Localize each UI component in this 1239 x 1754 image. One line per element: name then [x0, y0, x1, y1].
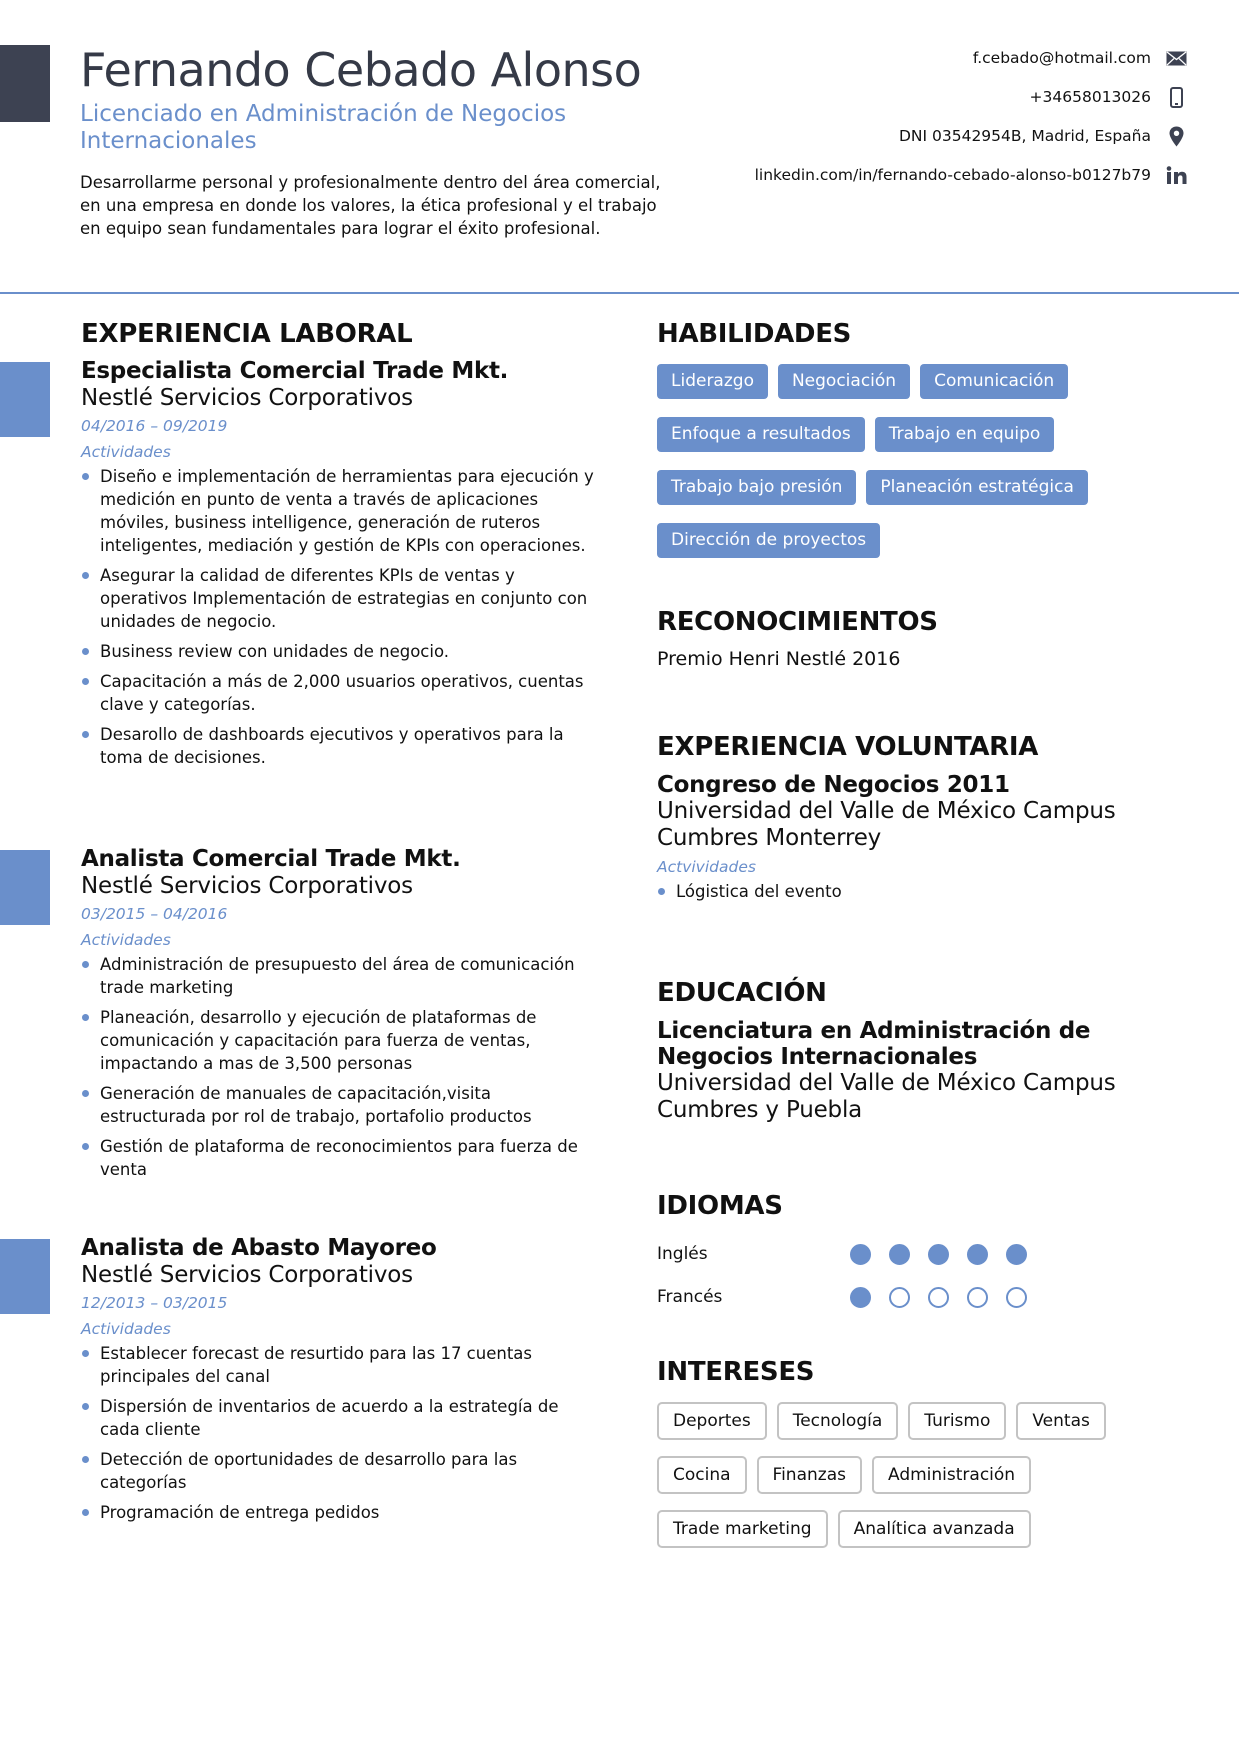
- section-title-education: EDUCACIÓN: [657, 978, 827, 1008]
- bullet-dot: [82, 1014, 89, 1021]
- header-accent-block: [0, 45, 50, 122]
- volunteer-organization: Universidad del Valle de México Campus Cumbres Monterrey: [657, 798, 1116, 851]
- map-pin-icon: [1165, 125, 1187, 147]
- activity-list: [81, 953, 601, 1181]
- list-item: Business review con unidades de negocio.: [81, 640, 601, 663]
- skill-chip: Comunicación: [920, 364, 1068, 399]
- job-accent-bar: [0, 362, 50, 437]
- section-title-volunteer: EXPERIENCIA VOLUNTARIA: [657, 732, 1039, 762]
- level-dot-filled: [928, 1244, 949, 1265]
- envelope-icon: [1165, 47, 1187, 69]
- interests-list: [657, 1402, 1217, 1564]
- skill-chip: Planeación estratégica: [866, 470, 1087, 505]
- bullet-dot: [82, 678, 89, 685]
- level-dot-empty: [967, 1287, 988, 1308]
- volunteer-title: Congreso de Negocios 2011: [657, 772, 1010, 798]
- bullet-dot: [82, 1456, 89, 1463]
- section-title-awards: RECONOCIMIENTOS: [657, 607, 938, 637]
- contact-phone: [567, 86, 1187, 108]
- list-item: Lógistica del evento: [657, 880, 1217, 903]
- contact-email-text[interactable]: f.cebado@hotmail.com: [972, 49, 1151, 67]
- list-item: Generación de manuales de capacitación,visita estructurada por rol de trabajo, portafolio productos: [81, 1082, 601, 1128]
- bullet-dot: [82, 1350, 89, 1357]
- bullet-dot: [82, 1509, 89, 1516]
- activities-label: Actvividades: [657, 858, 756, 876]
- contact-email: [567, 47, 1187, 69]
- section-title-experience: EXPERIENCIA LABORAL: [81, 319, 413, 349]
- bullet-dot: [82, 1403, 89, 1410]
- activity-list: [657, 880, 1217, 903]
- interest-chip: Ventas: [1016, 1402, 1105, 1440]
- list-item: Desarollo de dashboards ejecutivos y operativos para la toma de decisiones.: [81, 723, 601, 769]
- job-entry: [81, 846, 601, 1188]
- contact-location-text[interactable]: DNI 03542954B, Madrid, España: [898, 127, 1151, 145]
- activity-list: [81, 465, 601, 769]
- job-accent-bar: [0, 850, 50, 925]
- level-dot-filled: [967, 1244, 988, 1265]
- level-dot-filled: [850, 1244, 871, 1265]
- interest-chip: Cocina: [657, 1456, 747, 1494]
- job-entry: [81, 1235, 601, 1531]
- bullet-dot: [82, 473, 89, 480]
- level-dot-empty: [928, 1287, 949, 1308]
- list-item: Capacitación a más de 2,000 usuarios operativos, cuentas clave y categorías.: [81, 670, 601, 716]
- skill-chip: Trabajo bajo presión: [657, 470, 856, 505]
- bullet-dot: [658, 888, 665, 895]
- education-entry: [657, 1018, 1217, 1124]
- contact-location: [567, 125, 1187, 147]
- interest-chip: Analítica avanzada: [838, 1510, 1031, 1548]
- header-divider: [0, 292, 1239, 294]
- bullet-dot: [82, 572, 89, 579]
- bullet-dot: [82, 731, 89, 738]
- level-dot-empty: [889, 1287, 910, 1308]
- interest-chip: Deportes: [657, 1402, 767, 1440]
- bullet-dot: [82, 961, 89, 968]
- interest-chip: Tecnología: [777, 1402, 899, 1440]
- contact-phone-text[interactable]: +34658013026: [1029, 88, 1151, 106]
- list-item: Asegurar la calidad de diferentes KPIs de ventas y operativos Implementación de estrategias en conjunto con unidades de negocio.: [81, 564, 601, 633]
- activities-label: Actividades: [81, 443, 171, 461]
- skill-chip: Trabajo en equipo: [875, 417, 1055, 452]
- level-dot-empty: [1006, 1287, 1027, 1308]
- profile-summary: Desarrollarme personal y profesionalmente dentro del área comercial, en una empresa en donde los valores, la ética profesional y el trabajo en equipo sean fundamentales para lograr el éxito profesional.: [80, 173, 661, 238]
- section-title-skills: HABILIDADES: [657, 319, 852, 349]
- activities-label: Actividades: [81, 1320, 171, 1338]
- interest-chip: Trade marketing: [657, 1510, 828, 1548]
- contact-linkedin-text[interactable]: linkedin.com/in/fernando-cebado-alonso-b0127b79: [754, 166, 1151, 184]
- bullet-dot: [82, 648, 89, 655]
- list-item: Establecer forecast de resurtido para las 17 cuentas principales del canal: [81, 1342, 601, 1388]
- level-dot-filled: [850, 1287, 871, 1308]
- language-row: [657, 1282, 1157, 1312]
- interest-chip: Turismo: [908, 1402, 1006, 1440]
- skills-list: [657, 364, 1217, 576]
- interest-chip: Administración: [872, 1456, 1031, 1494]
- languages-list: [657, 1239, 1157, 1312]
- section-title-languages: IDIOMAS: [657, 1191, 783, 1221]
- language-name: Inglés: [657, 1244, 708, 1264]
- skill-chip: Negociación: [778, 364, 910, 399]
- list-item: Programación de entrega pedidos: [81, 1501, 601, 1524]
- job-dates: 12/2013 – 03/2015: [81, 1294, 228, 1312]
- linkedin-icon: [1165, 164, 1187, 186]
- bullet-dot: [82, 1143, 89, 1150]
- job-accent-bar: [0, 1239, 50, 1314]
- language-level: [850, 1244, 1045, 1265]
- interest-chip: Finanzas: [757, 1456, 862, 1494]
- skill-chip: Liderazgo: [657, 364, 768, 399]
- activity-list: [81, 1342, 601, 1524]
- level-dot-filled: [889, 1244, 910, 1265]
- education-school: Universidad del Valle de México Campus Cumbres y Puebla: [657, 1070, 1116, 1123]
- list-item: Gestión de plataforma de reconocimientos para fuerza de venta: [81, 1135, 601, 1181]
- candidate-subtitle: Licenciado en Administración de Negocios Internacionales: [80, 101, 567, 154]
- skill-chip: Dirección de proyectos: [657, 523, 880, 558]
- education-degree: Licenciatura en Administración de Negocios Internacionales: [657, 1018, 1091, 1070]
- language-row: [657, 1239, 1157, 1269]
- volunteer-entry: [657, 772, 1217, 910]
- candidate-name: Fernando Cebado Alonso: [80, 43, 642, 97]
- bullet-dot: [82, 1090, 89, 1097]
- job-dates: 04/2016 – 09/2019: [81, 417, 228, 435]
- list-item: Detección de oportunidades de desarrollo para las categorías: [81, 1448, 601, 1494]
- mobile-phone-icon: [1165, 86, 1187, 108]
- job-company: Nestlé Servicios Corporativos: [81, 1262, 413, 1288]
- contact-linkedin: [567, 164, 1187, 186]
- list-item: Administración de presupuesto del área de comunicación trade marketing: [81, 953, 601, 999]
- language-level: [850, 1287, 1045, 1308]
- job-title: Analista de Abasto Mayoreo: [81, 1235, 437, 1261]
- list-item: Planeación, desarrollo y ejecución de plataformas de comunicación y capacitación para fuerza de ventas, impactando a mas de 3,500 personas: [81, 1006, 601, 1075]
- section-title-interests: INTERESES: [657, 1357, 815, 1387]
- job-company: Nestlé Servicios Corporativos: [81, 385, 413, 411]
- job-title: Analista Comercial Trade Mkt.: [81, 846, 461, 872]
- level-dot-filled: [1006, 1244, 1027, 1265]
- job-entry: [81, 358, 601, 776]
- language-name: Francés: [657, 1287, 723, 1307]
- job-title: Especialista Comercial Trade Mkt.: [81, 358, 509, 384]
- list-item: Diseño e implementación de herramientas para ejecución y medición en punto de venta a través de aplicaciones móviles, business intelligence, generación de ruteros inteligentes, mediación y gestión de KPIs con operaciones.: [81, 465, 601, 557]
- skill-chip: Enfoque a resultados: [657, 417, 865, 452]
- award-item: Premio Henri Nestlé 2016: [657, 648, 901, 670]
- job-dates: 03/2015 – 04/2016: [81, 905, 228, 923]
- list-item: Dispersión de inventarios de acuerdo a la estrategía de cada cliente: [81, 1395, 601, 1441]
- job-company: Nestlé Servicios Corporativos: [81, 873, 413, 899]
- activities-label: Actividades: [81, 931, 171, 949]
